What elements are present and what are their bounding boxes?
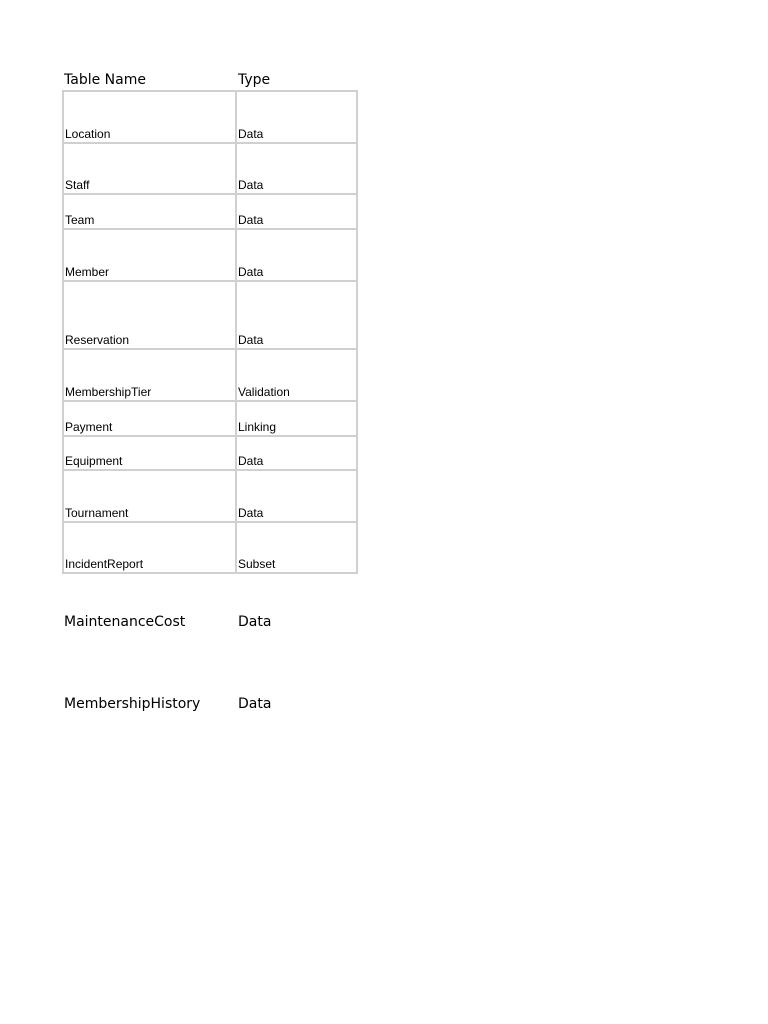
table-row — [63, 91, 357, 143]
table-type-text: Data — [238, 696, 272, 712]
table-name-cell: Tournament — [63, 470, 236, 522]
table-name-text: MaintenanceCost — [64, 614, 186, 630]
table-name-cell: Payment — [63, 401, 236, 436]
table-type-cell: Data — [236, 194, 357, 229]
table-type-cell: Subset — [236, 522, 357, 573]
table-name-cell: Reservation — [63, 281, 236, 349]
table-name-cell: IncidentReport — [63, 522, 236, 573]
table-row — [63, 349, 357, 401]
table-name-cell: Member — [63, 229, 236, 281]
list-item — [64, 613, 364, 631]
header-table-name: Table Name — [64, 72, 146, 88]
table-type-cell: Data — [236, 91, 357, 143]
tables-grid — [62, 90, 358, 574]
table-type-cell: Data — [236, 436, 357, 470]
table-type-cell: Linking — [236, 401, 357, 436]
table-row — [63, 401, 357, 436]
list-item — [64, 695, 364, 713]
table-row — [63, 522, 357, 573]
header-type: Type — [238, 72, 271, 88]
table-row — [63, 470, 357, 522]
table-row — [63, 194, 357, 229]
table-row — [63, 281, 357, 349]
table-type-cell: Validation — [236, 349, 357, 401]
table-name-cell: Location — [63, 91, 236, 143]
table-name-cell: Staff — [63, 143, 236, 194]
table-name-cell: Equipment — [63, 436, 236, 470]
table-name-text: MembershipHistory — [64, 696, 201, 712]
table-type-text: Data — [238, 614, 272, 630]
table-row — [63, 229, 357, 281]
table-row — [63, 436, 357, 470]
table-type-cell: Data — [236, 281, 357, 349]
table-row — [63, 143, 357, 194]
table-type-cell: Data — [236, 229, 357, 281]
table-type-cell: Data — [236, 470, 357, 522]
table-name-cell: MembershipTier — [63, 349, 236, 401]
table-type-cell: Data — [236, 143, 357, 194]
table-name-cell: Team — [63, 194, 236, 229]
